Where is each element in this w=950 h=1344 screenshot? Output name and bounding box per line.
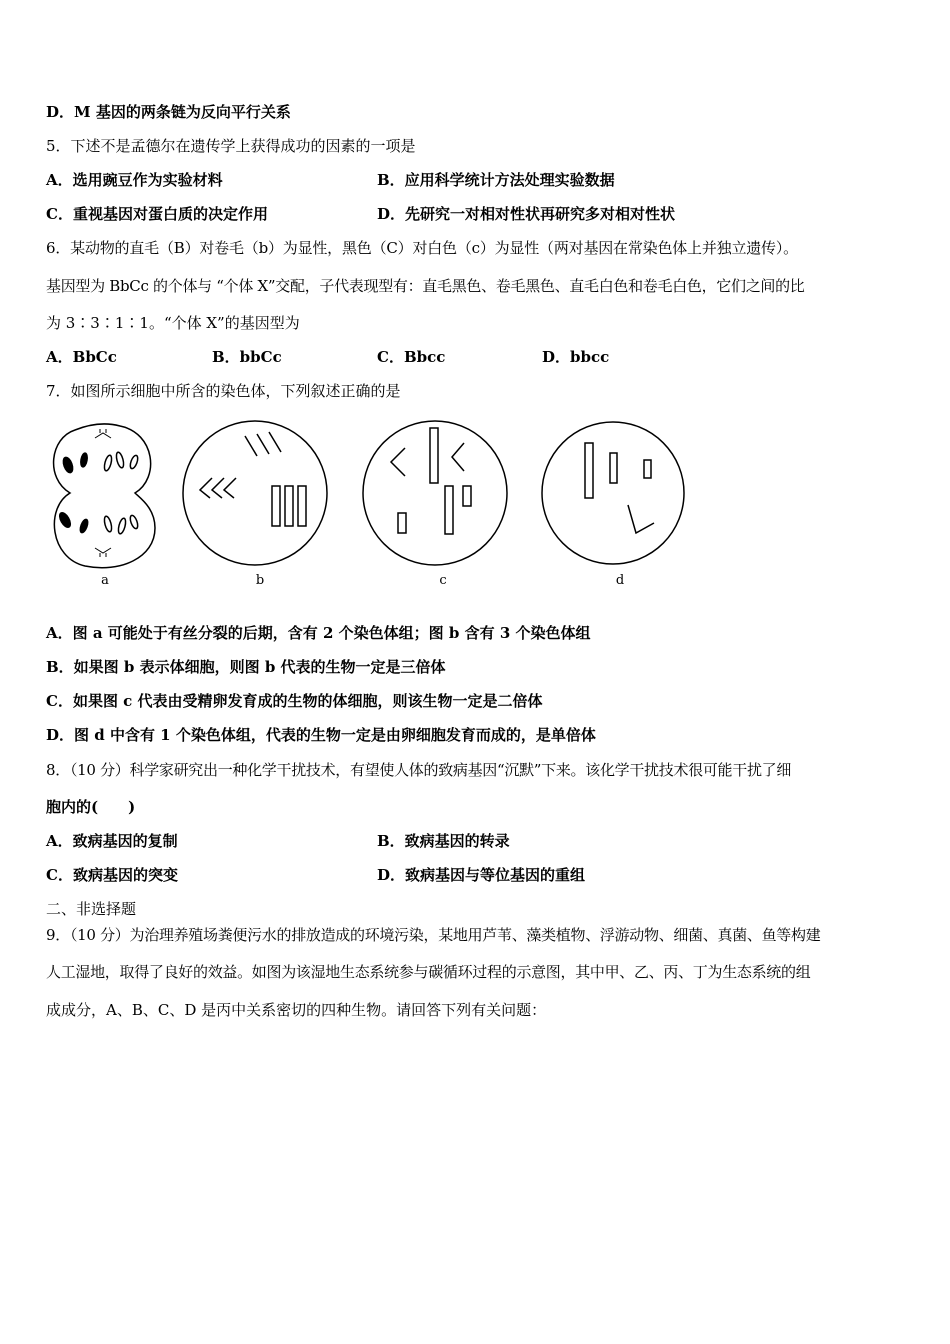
chromosome-cell-figures xyxy=(40,408,700,593)
section-2-title: 二、非选择题 xyxy=(46,900,137,918)
q7-option-c: C．如果图 c 代表由受精卵发育成的生物的体细胞，则该生物一定是二倍体 xyxy=(46,692,543,710)
cell-b xyxy=(183,421,327,565)
question-9-stem-line1: 9．（10 分）为治理养殖场粪便污水的排放造成的环境污染，某地用芦苇、藻类植物、浮游动物、细菌、真菌、鱼等构建 xyxy=(46,926,821,944)
q6-option-a: A．BbCc xyxy=(46,348,117,366)
cell-d xyxy=(542,422,684,564)
question-8-stem-line1: 8．（10 分）科学家研究出一种化学干扰技术，有望使人体的致病基因“沉默”下来。该化学干扰技术很可能干扰了细 xyxy=(46,761,792,779)
q5-option-d: D．先研究一对相对性状再研究多对相对性状 xyxy=(377,205,676,223)
q7-option-a: A．图 a 可能处于有丝分裂的后期，含有 2 个染色体组；图 b 含有 3 个染色体组 xyxy=(46,624,591,642)
question-8-stem-line2: 胞内的( ) xyxy=(46,798,136,816)
q6-option-b: B．bbCc xyxy=(212,348,282,366)
cell-a xyxy=(54,424,155,568)
question-9-stem-line2: 人工湿地，取得了良好的效益。如图为该湿地生态系统参与碳循环过程的示意图，其中甲、乙、丙、丁为生态系统的组 xyxy=(46,963,811,981)
figure-label-d: d xyxy=(615,573,625,588)
q5-option-a: A．选用豌豆作为实验材料 xyxy=(46,171,223,189)
prev-option-d: D．M 基因的两条链为反向平行关系 xyxy=(46,103,291,121)
question-7-stem: 7．如图所示细胞中所含的染色体，下列叙述正确的是 xyxy=(46,382,401,400)
figure-label-c: c xyxy=(439,573,447,588)
question-5-stem: 5．下述不是孟德尔在遗传学上获得成功的因素的一项是 xyxy=(46,137,416,155)
question-6-stem-line3: 为 3∶3∶1∶1。“个体 X”的基因型为 xyxy=(46,314,300,332)
q8-option-b: B．致病基因的转录 xyxy=(377,832,510,850)
q7-option-d: D．图 d 中含有 1 个染色体组，代表的生物一定是由卵细胞发育而成的，是单倍体 xyxy=(46,726,596,744)
q6-option-d: D．bbcc xyxy=(542,348,610,366)
q7-option-b: B．如果图 b 表示体细胞，则图 b 代表的生物一定是三倍体 xyxy=(46,658,446,676)
q5-option-c: C．重视基因对蛋白质的决定作用 xyxy=(46,205,268,223)
question-6-stem-line1: 6．某动物的直毛（B）对卷毛（b）为显性，黑色（C）对白色（c）为显性（两对基因在常染色体上并独立遗传）。 xyxy=(46,239,798,257)
question-9-stem-line3: 成成分，A、B、C、D 是丙中关系密切的四种生物。请回答下列有关问题： xyxy=(46,1001,547,1019)
q8-option-c: C．致病基因的突变 xyxy=(46,866,178,884)
q8-option-a: A．致病基因的复制 xyxy=(46,832,178,850)
q5-option-b: B．应用科学统计方法处理实验数据 xyxy=(377,171,615,189)
cell-c xyxy=(363,421,507,565)
figure-label-a: a xyxy=(101,573,109,588)
q6-option-c: C．Bbcc xyxy=(377,348,446,366)
q8-option-d: D．致病基因与等位基因的重组 xyxy=(377,866,586,884)
question-6-stem-line2: 基因型为 BbCc 的个体与 “个体 X”交配，子代表现型有：直毛黑色、卷毛黑色、直毛白色和卷毛白色，它们之间的比 xyxy=(46,277,805,295)
figure-label-b: b xyxy=(255,573,265,588)
